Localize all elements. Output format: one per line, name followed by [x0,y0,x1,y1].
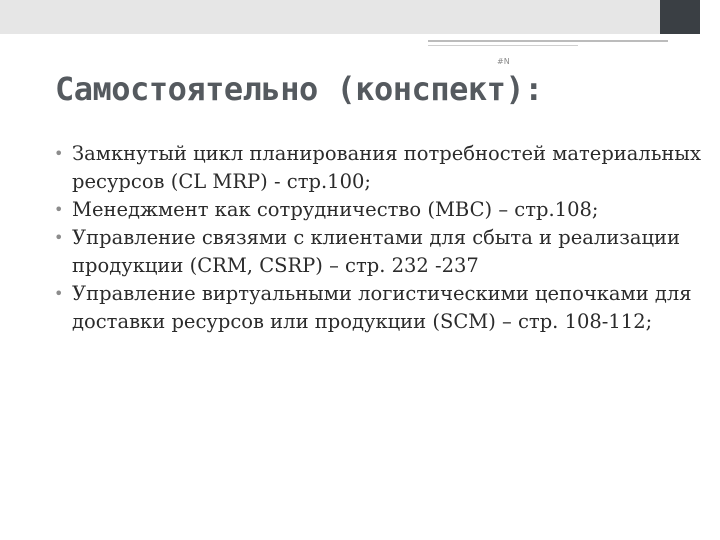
top-band [0,0,700,34]
right-margin [700,0,720,540]
list-item-text: Менеджмент как сотрудничество (MBC) – стр.108; [72,198,599,221]
header-rule [428,40,668,42]
list-item [52,196,702,224]
list-item [52,280,702,336]
bullet-dot-icon: • [54,200,64,219]
bullet-dot-icon: • [54,144,64,163]
top-accent-bar [660,0,700,34]
slide-title: Самостоятельно (конспект): [55,70,543,108]
slide-number: #N [497,57,510,66]
list-item [52,224,702,280]
bullet-dot-icon: • [54,228,64,247]
bullet-list [52,140,702,336]
list-item-text: Управление связями с клиентами для сбыта и реализации продукции (CRM, CSRP) – стр. 232 -237 [72,226,681,277]
list-item-text: Замкнутый цикл планирования потребностей материальных ресурсов (CL MRP) - стр.100; [72,142,701,193]
list-item [52,140,702,196]
header-rule-thin [428,45,578,46]
bullet-dot-icon: • [54,284,64,303]
list-item-text: Управление виртуальными логистическими цепочками для доставки ресурсов или продукции (SCM) – стр. 108-112; [72,282,692,333]
